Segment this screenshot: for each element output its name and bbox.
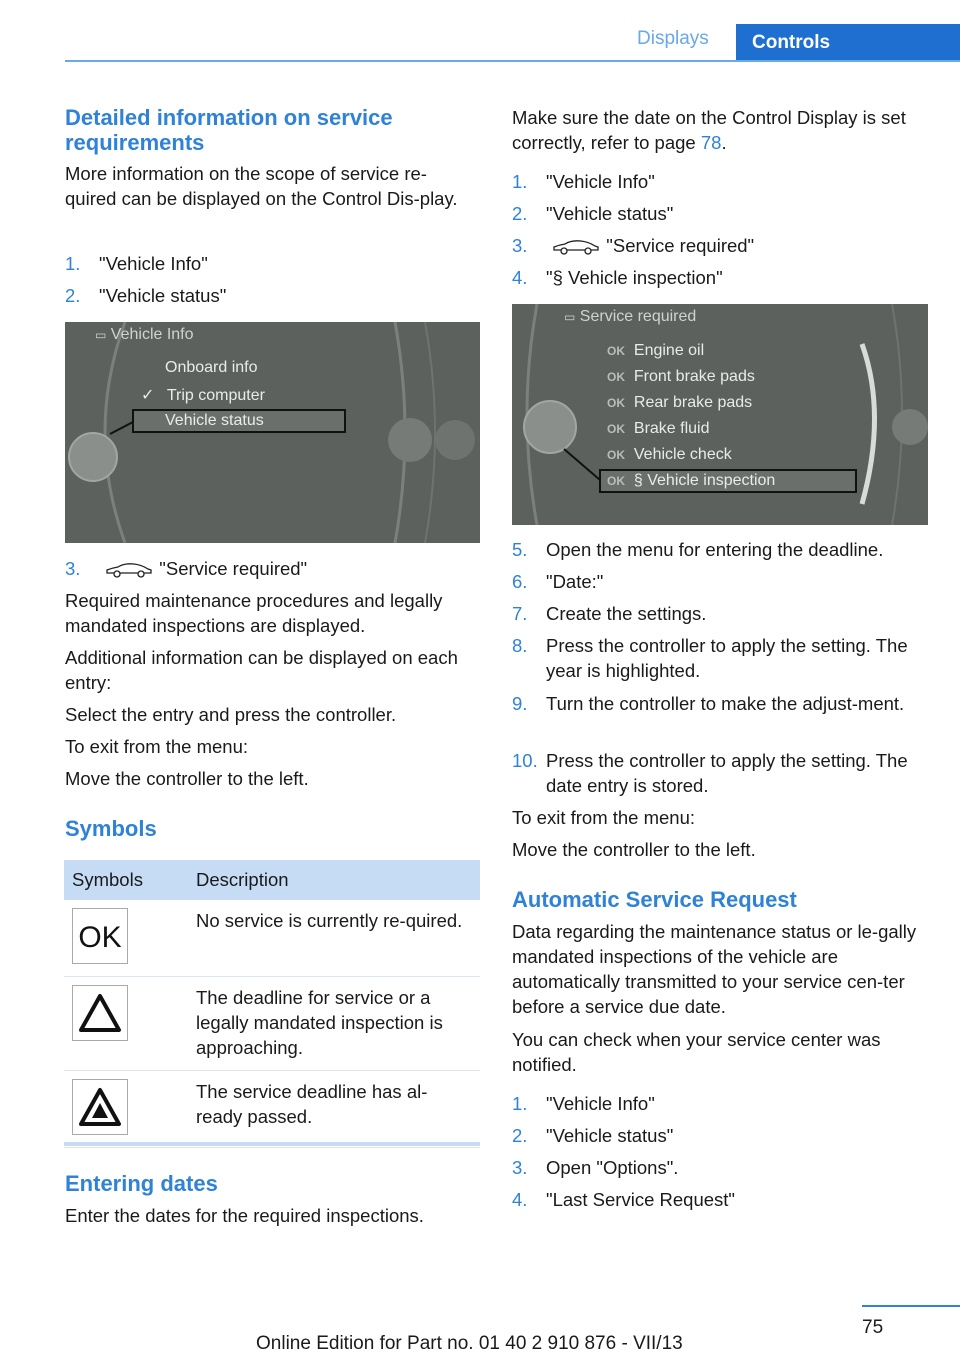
paragraph-enter-dates: Enter the dates for the required inspections.: [65, 1205, 424, 1226]
list-text: "Service required": [606, 235, 755, 256]
list-number: 7.: [512, 603, 528, 624]
service-item-label: Vehicle check: [633, 446, 732, 463]
list-text: "§ Vehicle inspection": [546, 267, 723, 288]
vehicle-icon: ▭: [95, 328, 107, 342]
ok-status-icon: OK: [607, 474, 625, 488]
menu-item-vehicle-status: Vehicle status: [165, 412, 264, 429]
screen-title-text: Service required: [579, 308, 697, 325]
overdue-triangle-icon: [72, 1079, 128, 1135]
menu-item-trip-computer: [141, 385, 265, 405]
list-item: [512, 691, 912, 716]
list-text: "Vehicle status": [546, 203, 674, 224]
list-item: [512, 1187, 735, 1212]
screen-title: [95, 326, 194, 344]
service-item-label: Engine oil: [633, 342, 705, 359]
service-item-label: Brake fluid: [633, 420, 710, 437]
paragraph-select: Select the entry and press the controller.: [65, 704, 397, 725]
list-text: "Vehicle status": [546, 1125, 674, 1146]
service-item-label: Front brake pads: [633, 368, 755, 385]
list-text: "Vehicle status": [99, 285, 227, 306]
heading-detailed-info: Detailed information on service requirements: [65, 105, 393, 155]
symbol-cell: [64, 1071, 188, 1148]
ok-status-icon: OK: [607, 448, 625, 462]
list-item: [512, 1123, 673, 1148]
text: Make sure the date on the Control Display is set correctly, refer to page: [512, 107, 906, 153]
list-item: [512, 1091, 655, 1116]
paragraph-additional: Additional information can be displayed on each entry:: [65, 647, 458, 693]
list-text: "Vehicle Info": [99, 253, 208, 274]
list-item: [512, 1155, 678, 1180]
list-item: [65, 556, 307, 581]
list-number: 1.: [65, 253, 81, 274]
table-row: [64, 977, 480, 1071]
footer-rule: [862, 1305, 960, 1307]
list-item: [512, 265, 723, 290]
page-link[interactable]: 78: [700, 132, 722, 153]
car-service-icon: [551, 239, 601, 255]
list-item: [65, 283, 226, 308]
list-text: "Vehicle Info": [546, 1093, 655, 1114]
text: .: [721, 132, 727, 153]
paragraph-auto-service: Data regarding the maintenance status or le-gally mandated inspections of the vehicle are automatically transmitted to your service cen-ter before a service due date.: [512, 921, 917, 1017]
list-text: Turn the controller to make the adjust-ment.: [546, 693, 905, 714]
list-number: 4.: [512, 1189, 528, 1210]
list-item: [65, 251, 208, 276]
table-row: [64, 900, 480, 977]
tab-displays[interactable]: Displays: [637, 28, 709, 49]
list-number: 1.: [512, 1093, 528, 1114]
list-item: [512, 169, 655, 194]
list-number: 10.: [512, 750, 538, 771]
header-rule: [65, 60, 960, 62]
description-cell: No service is currently re-quired.: [188, 900, 480, 977]
list-number: 2.: [512, 203, 528, 224]
service-item: [607, 420, 709, 438]
table-header-row: [64, 860, 480, 900]
list-item: [512, 633, 912, 683]
column-header-symbols: Symbols: [64, 860, 188, 900]
screen-title: [564, 308, 696, 326]
list-text: Open the menu for entering the deadline.: [546, 539, 884, 560]
service-item: [607, 446, 732, 464]
list-text: Open "Options".: [546, 1157, 679, 1178]
vehicle-icon: ▭: [564, 310, 576, 324]
symbols-table: [64, 860, 480, 1148]
screen-title-text: Vehicle Info: [110, 326, 194, 343]
list-number: 4.: [512, 267, 528, 288]
paragraph-check-date: [512, 105, 922, 155]
ok-status-icon: OK: [607, 370, 625, 384]
list-number: 2.: [512, 1125, 528, 1146]
description-cell: The deadline for service or a legally mandated inspection is approaching.: [188, 977, 480, 1071]
list-text: Press the controller to apply the setting. The date entry is stored.: [546, 750, 908, 796]
paragraph-required: Required maintenance procedures and legally mandated inspections are displayed.: [65, 590, 443, 636]
list-item: [512, 537, 922, 562]
car-service-icon: [104, 562, 154, 578]
table-bottom-rule: [64, 1142, 480, 1146]
paragraph-move: Move the controller to the left.: [512, 839, 756, 860]
ok-status-icon: OK: [607, 344, 625, 358]
menu-item-onboard-info: Onboard info: [165, 359, 258, 376]
service-item: [607, 472, 775, 490]
list-number: 5.: [512, 539, 528, 560]
check-icon: ✓: [141, 387, 155, 404]
symbol-cell: [64, 900, 188, 977]
list-number: 1.: [512, 171, 528, 192]
list-number: 6.: [512, 571, 528, 592]
list-item: [512, 569, 603, 594]
list-text: "Service required": [159, 558, 308, 579]
service-item-label: § Vehicle inspection: [633, 472, 776, 489]
heading-automatic-service-request: Automatic Service Request: [512, 887, 797, 912]
paragraph-move: Move the controller to the left.: [65, 768, 309, 789]
service-item: [607, 342, 704, 360]
screen-frame-graphic: [65, 322, 480, 543]
list-number: 3.: [65, 558, 81, 579]
ok-status-icon: OK: [607, 396, 625, 410]
list-number: 9.: [512, 693, 528, 714]
menu-item-label: Trip computer: [166, 387, 265, 404]
list-number: 8.: [512, 635, 528, 656]
warning-triangle-icon: [72, 985, 128, 1041]
heading-symbols: Symbols: [65, 816, 157, 841]
paragraph-exit: To exit from the menu:: [512, 807, 696, 828]
symbol-cell: [64, 977, 188, 1071]
ok-symbol-icon: [72, 908, 128, 964]
ok-status-icon: OK: [607, 422, 625, 436]
tab-controls[interactable]: Controls: [736, 24, 960, 62]
service-item: [607, 394, 752, 412]
screen-frame-graphic: [512, 304, 928, 525]
list-item: [512, 233, 754, 258]
paragraph-more-info: More information on the scope of service re-quired can be displayed on the Control Dis-play.: [65, 163, 458, 209]
list-number: 2.: [65, 285, 81, 306]
list-number: 3.: [512, 235, 528, 256]
screenshot-vehicle-info: [65, 322, 480, 543]
screenshot-service-required: [512, 304, 928, 525]
list-item: [512, 748, 912, 798]
column-header-description: Description: [188, 860, 480, 900]
paragraph-check-notified: You can check when your service center was notified.: [512, 1029, 881, 1075]
page-number: 75: [862, 1317, 884, 1338]
svg-text:OK: OK: [78, 921, 122, 951]
list-text: Create the settings.: [546, 603, 707, 624]
list-text: "Vehicle Info": [546, 171, 655, 192]
list-item: [512, 601, 706, 626]
footer-edition: Online Edition for Part no. 01 40 2 910 876 - VII/13: [256, 1333, 683, 1354]
paragraph-exit: To exit from the menu:: [65, 736, 249, 757]
service-item: [607, 368, 755, 386]
list-text: Press the controller to apply the setting. The year is highlighted.: [546, 635, 908, 681]
heading-entering-dates: Entering dates: [65, 1171, 218, 1196]
description-cell: The service deadline has al-ready passed.: [188, 1071, 480, 1148]
list-text: "Date:": [546, 571, 604, 592]
list-item: [512, 201, 673, 226]
list-number: 3.: [512, 1157, 528, 1178]
list-text: "Last Service Request": [546, 1189, 735, 1210]
service-item-label: Rear brake pads: [633, 394, 753, 411]
table-row: [64, 1071, 480, 1148]
